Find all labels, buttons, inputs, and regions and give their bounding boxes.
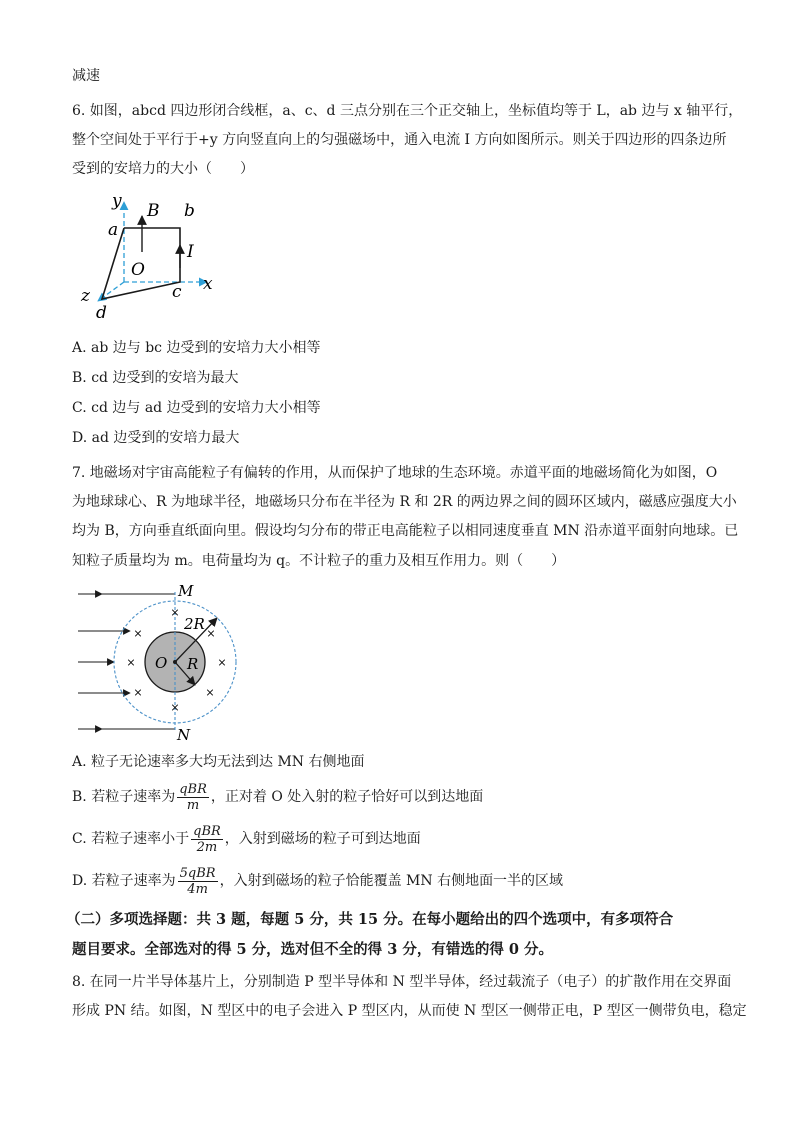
fraction-denominator: 4m [187,881,208,897]
label-I: I [187,242,194,262]
q7-option-D-prefix: D. 若粒子速率为 [72,873,176,889]
q6-option-A: A. ab 边与 bc 边受到的安培力大小相等 [72,340,321,356]
q7-option-C [72,822,421,856]
field-cross: × [205,686,215,699]
q7-option-C-prefix: C. 若粒子速率小于 [72,831,190,847]
field-cross: × [170,606,180,619]
label-x: x [203,274,213,294]
q6-option-D: D. ad 边受到的安培力最大 [72,430,240,446]
q7-line4: 知粒子质量均为 m。电荷量均为 q。不计粒子的重力及相互作用力。则（ ） [72,553,566,569]
section2-line2: 题目要求。全部选对的得 5 分，选对但不全的得 3 分，有错选的得 0 分。 [72,941,554,958]
q7-line3: 均为 B，方向垂直纸面向里。假设均匀分布的带正电高能粒子以相同速度垂直 MN 沿赤道平面射向地球。已 [72,523,739,539]
q7-line1: 7. 地磁场对宇宙高能粒子有偏转的作用，从而保护了地球的生态环境。赤道平面的地磁场简化为如图，O [72,465,718,481]
q7-figure [72,582,252,744]
field-cross: × [133,627,143,640]
q7-option-A: A. 粒子无论速率多大均无法到达 MN 右侧地面 [72,754,365,770]
q7-option-D-suffix: ，入射到磁场的粒子恰能覆盖 MN 右侧地面一半的区域 [219,873,564,889]
q8-line2: 形成 PN 结。如图，N 型区中的电子会进入 P 型区内，从而使 N 型区一侧带正电，P 型区一侧带负电，稳定 [72,1003,747,1019]
q7-option-B-suffix: ，正对着 O 处入射的粒子恰好可以到达地面 [210,789,484,805]
label-2R: 2R [184,615,205,633]
q7-line2: 为地球球心、R 为地球半径，地磁场只分布在半径为 R 和 2R 的两边界之间的圆环区域内，磁感应强度大小 [72,494,737,510]
q6-line2: 整个空间处于平行于+y 方向竖直向上的匀强磁场中，通入电流 I 方向如图所示。则关于四边形的四条边所 [72,132,727,148]
q8-line1: 8. 在同一片半导体基片上，分别制造 P 型半导体和 N 型半导体，经过载流子（电子）的扩散作用在交界面 [72,974,732,990]
fraction-denominator: m [186,797,200,813]
q7-option-B [72,780,483,814]
q7-option-C-fraction [191,824,223,855]
top-fragment: 减速 [72,68,100,84]
fraction-numerator: qBR [179,781,207,797]
label-R: R [187,655,199,673]
label-z: z [81,286,90,306]
q7-option-B-fraction [177,782,209,813]
label-M: M [178,582,194,600]
label-b: b [184,201,195,221]
q6-figure [72,188,242,328]
field-cross: × [133,686,143,699]
q7-option-C-suffix: ，入射到磁场的粒子可到达地面 [224,831,421,847]
q7-option-B-prefix: B. 若粒子速率为 [72,789,176,805]
field-cross: × [170,701,180,714]
label-B: B [147,201,160,221]
field-cross: × [126,656,136,669]
label-y: y [112,191,122,211]
label-O: O [155,654,168,672]
q6-line3: 受到的安培力的大小（ ） [72,161,254,177]
q7-option-D [72,864,563,898]
q6-option-C: C. cd 边与 ad 边受到的安培力大小相等 [72,400,321,416]
label-c: c [172,282,182,302]
field-cross: × [206,627,216,640]
q6-option-B: B. cd 边受到的安培为最大 [72,370,239,386]
q6-line1: 6. 如图，abcd 四边形闭合线框，a、c、d 三点分别在三个正交轴上，坐标值均等于 L，ab 边与 x 轴平行， [72,103,743,119]
fraction-denominator: 2m [196,839,218,855]
field-cross: × [217,656,227,669]
label-O: O [131,260,145,280]
q7-option-D-fraction [178,866,218,897]
section2-line1: （二）多项选择题：共 3 题，每题 5 分，共 15 分。在每小题给出的四个选项中，有多项符合 [66,911,674,928]
label-N: N [177,726,191,744]
fraction-numerator: qBR [193,823,221,839]
label-a: a [108,220,119,240]
fraction-numerator: 5qBR [179,865,216,881]
label-d: d [96,303,107,323]
